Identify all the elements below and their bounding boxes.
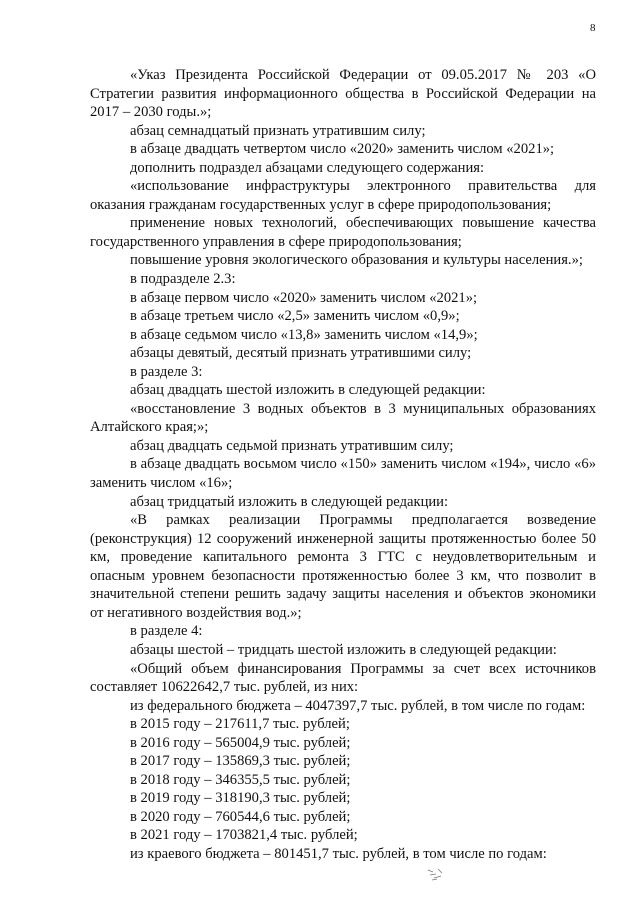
funding-line: в 2017 году – 135869,3 тыс. рублей; [130, 753, 351, 770]
page-number: 8 [590, 22, 596, 34]
paragraph: абзац тридцатый изложить в следующей редакции: [130, 493, 449, 510]
paragraph: «Общий объем финансирования Программы за счет всех источников составляет 10622642,7 тыс. рублей, из них: [90, 660, 596, 696]
funding-line: в 2019 году – 318190,3 тыс. рублей; [130, 790, 351, 807]
paragraph: абзацы шестой – тридцать шестой изложить в следующей редакции: [130, 641, 557, 658]
funding-line: в 2018 году – 346355,5 тыс. рублей; [130, 771, 351, 788]
paragraph: «использование инфраструктуры электронного правительства для оказания гражданам государственных услуг в сфере природопользования; [90, 178, 596, 213]
paragraph: из федерального бюджета – 4047397,7 тыс. рублей, в том числе по годам: [130, 697, 586, 714]
section-heading: в разделе 4: [130, 623, 203, 640]
funding-line: в 2021 году – 1703821,4 тыс. рублей; [130, 827, 358, 844]
paragraph: абзац двадцать седьмой признать утратившим силу; [130, 437, 454, 454]
paragraph: повышение уровня экологического образования и культуры населения.»; [130, 252, 583, 269]
paragraph: дополнить подраздел абзацами следующего содержания: [130, 159, 485, 176]
paragraph: в абзаце третьем число «2,5» заменить числом «0,9»; [130, 308, 460, 325]
section-heading: в разделе 3: [130, 363, 203, 380]
paragraph: из краевого бюджета – 801451,7 тыс. рублей, в том числе по годам: [130, 845, 547, 862]
paragraph: абзац двадцать шестой изложить в следующей редакции: [130, 382, 486, 399]
paragraph: применение новых технологий, обеспечивающих повышение качества государственного управления в сфере природопользования; [90, 215, 596, 250]
section-heading: в подразделе 2.3: [130, 271, 236, 288]
scan-mark-icon [426, 866, 446, 882]
paragraph: в абзаце седьмом число «13,8» заменить числом «14,9»; [130, 326, 478, 343]
paragraph: абзац семнадцатый признать утратившим силу; [130, 122, 426, 139]
paragraph-decree-reference: «Указ Президента Российской Федерации от 09.05.2017 № 203 «О Стратегии развития информационного общества в Российской Федерации на 2017 – 2030 годы.»; [90, 67, 596, 121]
paragraph: в абзаце двадцать восьмом число «150» заменить числом «194», число «6» заменить числом «16»; [90, 456, 596, 492]
paragraph: «восстановление 3 водных объектов в 3 муниципальных образованиях Алтайского края;»; [90, 400, 596, 436]
document-body [90, 66, 596, 864]
paragraph: «В рамках реализации Программы предполагается возведение (реконструкция) 12 сооружений инженерной защиты протяженностью более 50 км, проведение капитального ремонта 3 ГТС с неудовлетворительным и опасным уровнем безопасности протяженностью более 3 км, что позволит в значительной степени решить задачу защиты населения и объектов экономики от негативного воздействия вод.»; [90, 512, 596, 621]
funding-line: в 2020 году – 760544,6 тыс. рублей; [130, 808, 351, 825]
funding-line: в 2016 году – 565004,9 тыс. рублей; [130, 734, 351, 751]
paragraph: в абзаце первом число «2020» заменить числом «2021»; [130, 289, 478, 306]
funding-line: в 2015 году – 217611,7 тыс. рублей; [130, 716, 350, 733]
paragraph: абзацы девятый, десятый признать утратившими силу; [130, 345, 472, 362]
paragraph: в абзаце двадцать четвертом число «2020» заменить числом «2021»; [130, 141, 555, 158]
